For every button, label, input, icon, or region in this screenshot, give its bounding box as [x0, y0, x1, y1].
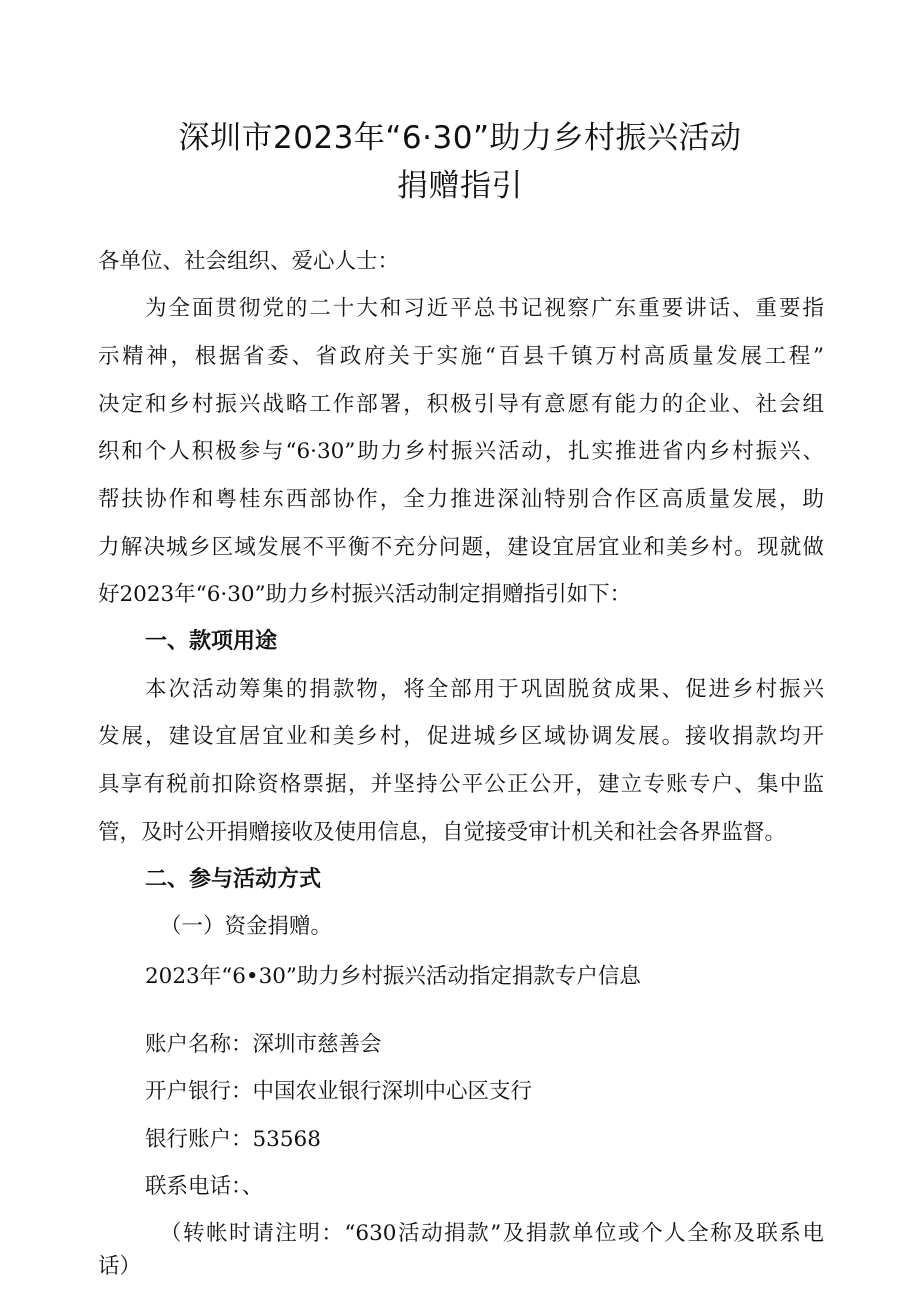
intro-line: 力解决城乡区域发展不平衡不充分问题，建设宜居宜业和美乡村。现就做 — [98, 535, 824, 560]
intro-line: 为全面贯彻党的二十大和习近平总书记视察广东重要讲话、重要指 — [145, 296, 824, 321]
subsection-cash-donation: （一）资金捐赠。 — [160, 914, 333, 939]
section2-heading: 二、参与活动方式 — [145, 867, 322, 892]
document-title-line2: 捐赠指引 — [397, 168, 523, 204]
section1-heading: 一、款项用途 — [145, 629, 278, 654]
contact-phone: 联系电话：、 — [145, 1174, 264, 1199]
section1-line: 管，及时公开捐赠接收及使用信息，自觉接受审计机关和社会各界监督。 — [98, 820, 787, 845]
intro-line: 帮扶协作和粤桂东西部协作，全力推进深汕特别合作区高质量发展，助 — [98, 487, 824, 512]
section1-line: 具享有税前扣除资格票据，并坚持公平公正公开，建立专账专户、集中监 — [98, 772, 824, 797]
transfer-note-line2: 话） — [98, 1254, 142, 1279]
account-name: 账户名称：深圳市慈善会 — [145, 1032, 382, 1057]
document-title-line1: 深圳市2023年“6·30”助力乡村振兴活动 — [178, 120, 742, 156]
intro-line: 织和个人积极参与“6·30”助力乡村振兴活动，扎实推进省内乡村振兴、 — [98, 439, 824, 464]
section1-line: 本次活动筹集的捐款物，将全部用于巩固脱贫成果、促进乡村振兴 — [145, 677, 824, 702]
bank-name: 开户银行：中国农业银行深圳中心区支行 — [145, 1079, 533, 1104]
account-title: 2023年“6•30”助力乡村振兴活动指定捐款专户信息 — [145, 964, 641, 989]
account-number: 银行账户：53568 — [145, 1127, 321, 1152]
section1-line: 发展，建设宜居宜业和美乡村，促进城乡区域协调发展。接收捐款均开 — [98, 724, 824, 749]
transfer-note-line1: （转帐时请注明：“630活动捐款”及捐款单位或个人全称及联系电 — [160, 1221, 824, 1246]
salutation: 各单位、社会组织、爱心人士： — [98, 249, 400, 274]
intro-line: 示精神，根据省委、省政府关于实施“百县千镇万村高质量发展工程” — [98, 344, 824, 369]
intro-line: 决定和乡村振兴战略工作部署，积极引导有意愿有能力的企业、社会组 — [98, 392, 824, 417]
intro-line: 好2023年“6·30”助力乡村振兴活动制定捐赠指引如下： — [98, 582, 632, 607]
